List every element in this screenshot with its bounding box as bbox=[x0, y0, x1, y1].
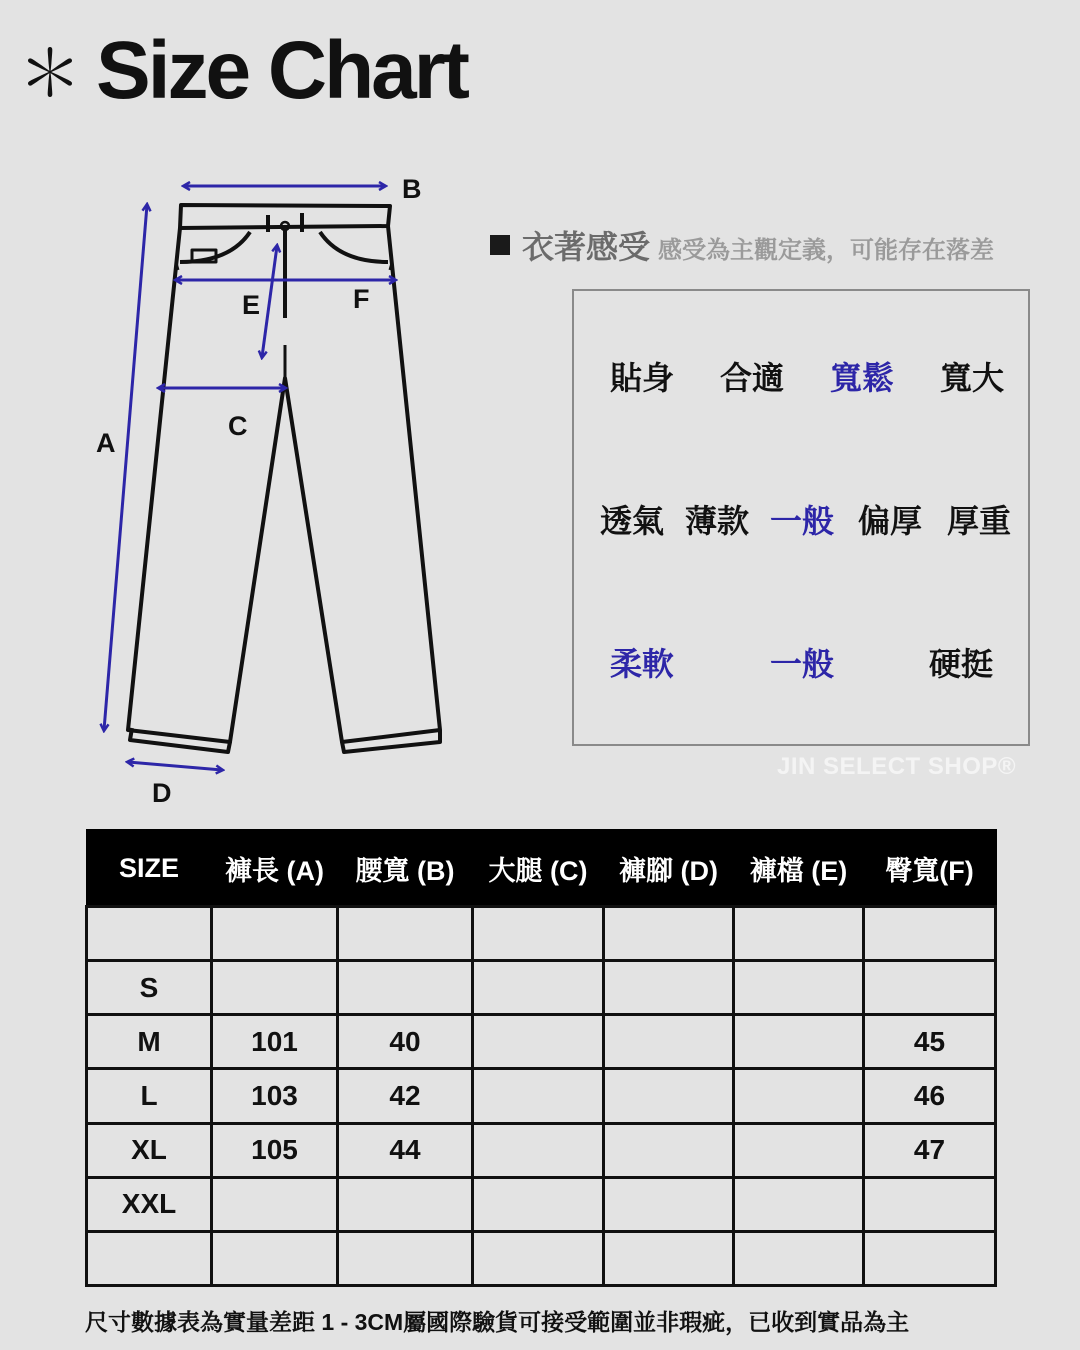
table-cell bbox=[212, 907, 338, 961]
table-header-row bbox=[87, 830, 996, 907]
table-cell bbox=[864, 1231, 996, 1285]
table-row bbox=[87, 1015, 996, 1069]
page-title: Size Chart bbox=[96, 25, 467, 116]
feel-fit-option: 寬鬆 bbox=[830, 360, 895, 396]
square-bullet-icon bbox=[490, 235, 510, 255]
feel-note: 感受為主觀定義，可能存在落差 bbox=[658, 237, 995, 264]
label-f: F bbox=[353, 284, 370, 314]
table-row bbox=[87, 1123, 996, 1177]
feel-thickness-option: 薄款 bbox=[685, 503, 750, 539]
table-cell bbox=[473, 1015, 604, 1069]
size-label-cell: M bbox=[87, 1015, 212, 1069]
table-cell bbox=[864, 1177, 996, 1231]
feel-thickness-option: 偏厚 bbox=[858, 503, 923, 539]
table-cell: 44 bbox=[338, 1123, 473, 1177]
asterisk-icon: ＊ bbox=[18, 38, 82, 110]
table-cell bbox=[734, 1231, 864, 1285]
col-rise: 褲檔 (E) bbox=[734, 830, 864, 907]
feel-fit-option: 合適 bbox=[720, 360, 785, 396]
table-cell: 46 bbox=[864, 1069, 996, 1123]
table-cell: 47 bbox=[864, 1123, 996, 1177]
col-length: 褲長 (A) bbox=[212, 830, 338, 907]
col-size: SIZE bbox=[87, 830, 212, 907]
pants-diagram bbox=[0, 150, 470, 820]
measure-arrows bbox=[104, 186, 395, 770]
shop-name: JIN SELECT SHOP® bbox=[777, 753, 1017, 780]
table-cell: 103 bbox=[212, 1069, 338, 1123]
table-cell bbox=[734, 1123, 864, 1177]
feel-fit-option: 貼身 bbox=[610, 360, 675, 396]
table-row bbox=[87, 907, 996, 961]
feel-heading bbox=[490, 222, 994, 268]
table-cell bbox=[604, 1015, 734, 1069]
table-row bbox=[87, 961, 996, 1015]
feel-softness-option: 柔軟 bbox=[610, 646, 675, 682]
table-cell bbox=[604, 1177, 734, 1231]
table-row bbox=[87, 1177, 996, 1231]
table-cell bbox=[212, 1231, 338, 1285]
pants-outline bbox=[128, 205, 440, 752]
table-cell bbox=[212, 1177, 338, 1231]
table-cell: 101 bbox=[212, 1015, 338, 1069]
table-row bbox=[87, 1069, 996, 1123]
feel-softness-option: 硬挺 bbox=[929, 646, 994, 682]
size-label-cell: S bbox=[87, 961, 212, 1015]
col-waist: 腰寬 (B) bbox=[338, 830, 473, 907]
table-cell bbox=[604, 1123, 734, 1177]
table-cell bbox=[734, 1177, 864, 1231]
feel-softness-option: 一般 bbox=[770, 646, 835, 682]
table-cell bbox=[734, 1069, 864, 1123]
size-label-cell: L bbox=[87, 1069, 212, 1123]
table-cell: 40 bbox=[338, 1015, 473, 1069]
feel-title: 衣著感受 bbox=[522, 229, 651, 265]
table-cell bbox=[734, 1015, 864, 1069]
label-a: A bbox=[96, 428, 116, 458]
table-cell bbox=[473, 1231, 604, 1285]
table-row bbox=[87, 1231, 996, 1285]
label-e: E bbox=[242, 290, 261, 320]
table-cell bbox=[338, 961, 473, 1015]
table-cell bbox=[864, 907, 996, 961]
feel-thickness-option: 一般 bbox=[770, 503, 835, 539]
table-cell bbox=[604, 1069, 734, 1123]
table-cell bbox=[338, 1231, 473, 1285]
size-label-cell bbox=[87, 1231, 212, 1285]
table-cell: 42 bbox=[338, 1069, 473, 1123]
arrow-a bbox=[104, 205, 147, 730]
feel-fit-option: 寬大 bbox=[940, 360, 1005, 396]
table-cell bbox=[338, 907, 473, 961]
size-label-cell: XL bbox=[87, 1123, 212, 1177]
table-cell: 45 bbox=[864, 1015, 996, 1069]
footnote: 尺寸數據表為實量差距 1 - 3CM屬國際驗貨可接受範圍並非瑕疵，已收到實品為主 bbox=[85, 1309, 910, 1335]
feel-thickness-option: 透氣 bbox=[600, 503, 665, 539]
table-cell bbox=[604, 1231, 734, 1285]
table-cell bbox=[212, 961, 338, 1015]
col-hip: 臀寬(F) bbox=[864, 830, 996, 907]
col-hem: 褲腳 (D) bbox=[604, 830, 734, 907]
table-cell bbox=[338, 1177, 473, 1231]
table-cell bbox=[604, 907, 734, 961]
table-cell bbox=[473, 1123, 604, 1177]
title bbox=[18, 25, 467, 116]
feel-thickness-option: 厚重 bbox=[947, 503, 1012, 539]
table-cell bbox=[473, 1177, 604, 1231]
table-cell bbox=[473, 961, 604, 1015]
table-cell: 105 bbox=[212, 1123, 338, 1177]
col-thigh: 大腿 (C) bbox=[473, 830, 604, 907]
table-cell bbox=[473, 907, 604, 961]
table-cell bbox=[604, 961, 734, 1015]
label-d: D bbox=[152, 778, 172, 808]
table-cell bbox=[734, 961, 864, 1015]
label-b: B bbox=[402, 174, 422, 204]
arrow-e bbox=[262, 246, 277, 357]
table-cell bbox=[473, 1069, 604, 1123]
size-label-cell: XXL bbox=[87, 1177, 212, 1231]
table-cell bbox=[734, 907, 864, 961]
size-table bbox=[85, 829, 997, 1287]
label-c: C bbox=[228, 411, 248, 441]
size-label-cell bbox=[87, 907, 212, 961]
feel-panel bbox=[572, 289, 1030, 746]
table-cell bbox=[864, 961, 996, 1015]
arrow-d bbox=[128, 762, 222, 770]
